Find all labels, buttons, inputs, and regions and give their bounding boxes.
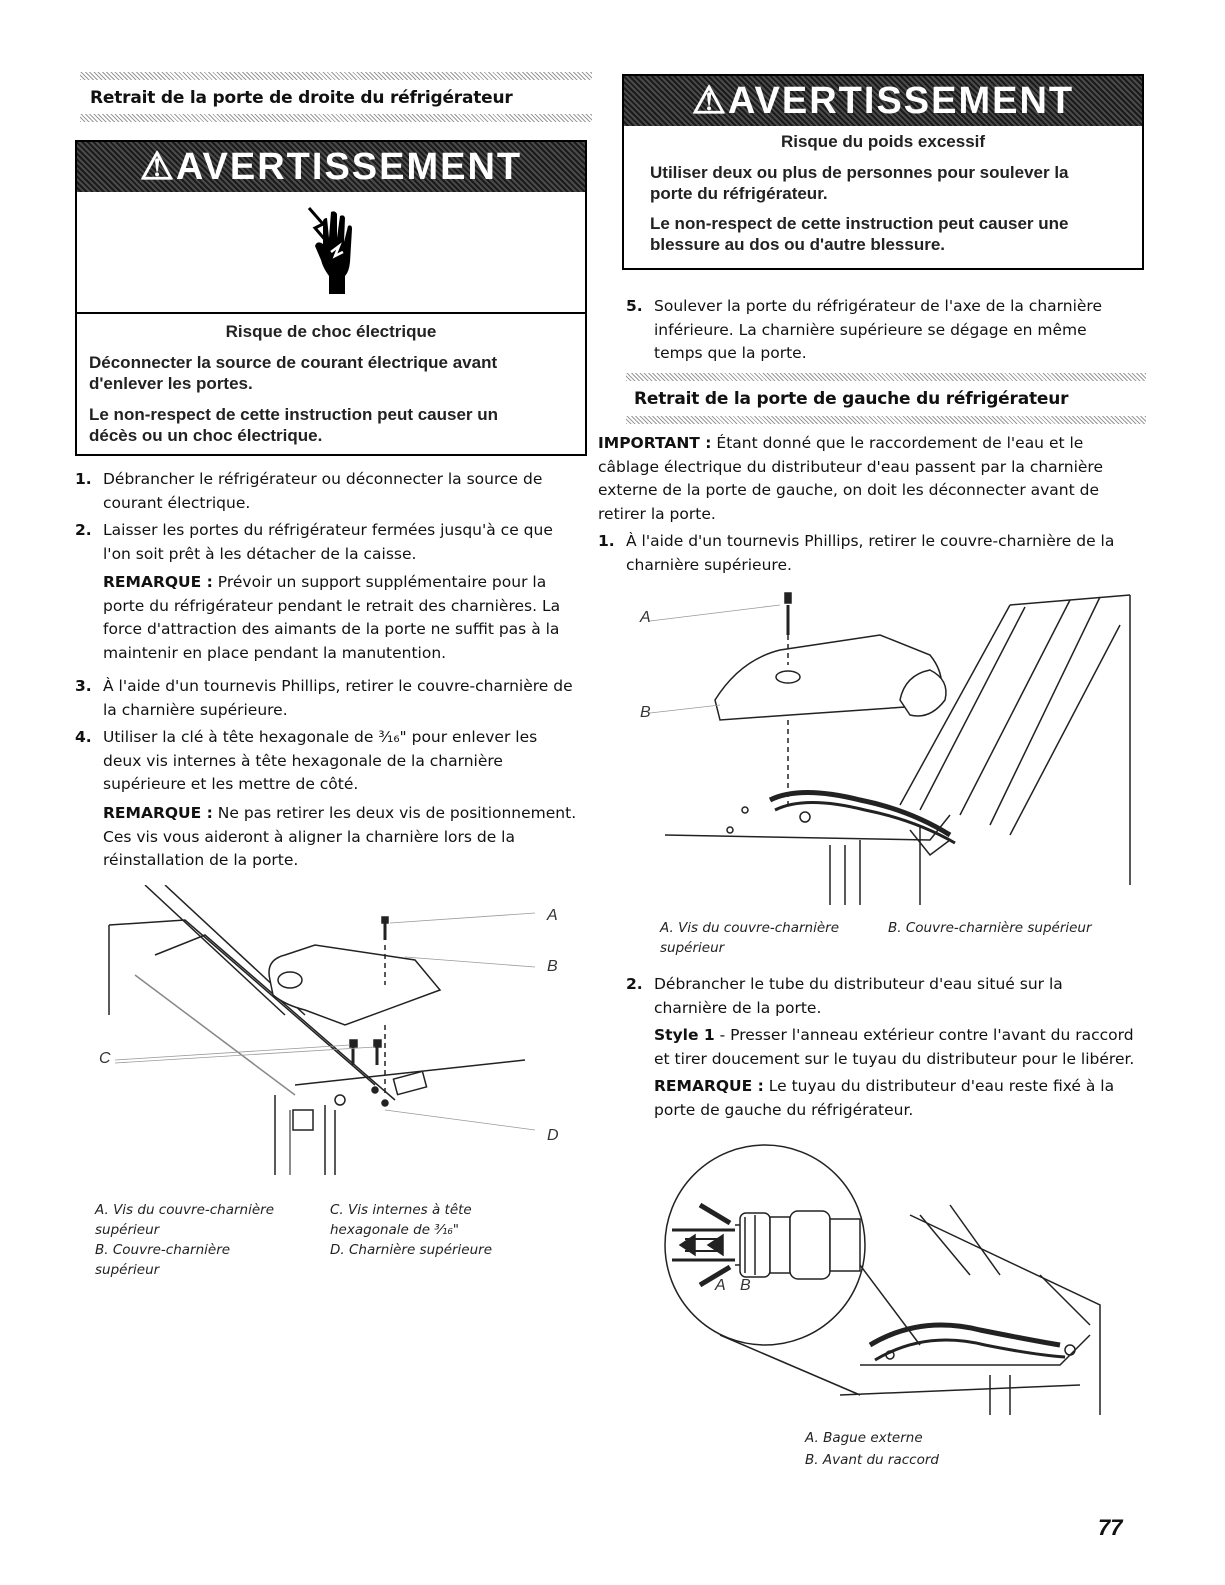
caption-b-left: B. Couvre-charnière supérieur [95,1242,231,1278]
step-1: 1. Débrancher le réfrigérateur ou déconnecter la source de courant électrique. [75,470,543,512]
section-rule-top [80,72,592,80]
section-rule-bottom [80,114,592,122]
step-2-right: 2. Débrancher le tube du distributeur d'eau situé sur la charnière de la porte. Style 1 - Presser l'anneau extérieur contre l'avant du raccord et tirer doucement sur le tuyau du distributeur pour le libérer. REMARQUE : Le tuyau du distributeur d'eau reste fixé à la porte de gauche du réfrigérateur. [626,973,1146,1122]
warning-line-2: Le non-respect de cette instruction peut causer un décès ou un choc électrique. [89,405,499,445]
figure-label-c: C [99,1050,111,1067]
warning-line-1: Déconnecter la source de courant électrique avant d'enlever les portes. [89,353,498,393]
figure-label-d: D [547,1127,559,1144]
fig1-caption-a: A. Vis du couvre-charnière supérieur [660,920,840,956]
fig2-caption-a: A. Bague externe [805,1430,923,1446]
caption-a-left: A. Vis du couvre-charnière supérieur [95,1202,275,1238]
step-5: 5. Soulever la porte du réfrigérateur de l'axe de la charnière inférieure. La charnière supérieure se dégage en même temps que la porte. [626,297,1102,362]
note-1: REMARQUE : Prévoir un support supplémentaire pour la porte du réfrigérateur pendant le retrait des charnières. La force d'attraction des aimants de la porte ne suffit pas à la maintenir en place pendant la manutention. [103,573,561,662]
important-note: IMPORTANT : Étant donné que le raccordement de l'eau et le câblage électrique du distributeur d'eau passent par la charnière externe de la porte de gauche, on doit les déconnecter avant de retirer la porte. [598,434,1103,523]
step-2: 2. Laisser les portes du réfrigérateur fermées jusqu'à ce que l'on soit prêt à les détacher de la caisse. [75,521,553,563]
warning-triangle-icon: ⚠ [139,146,176,188]
warning-line-2: Le non-respect de cette instruction peut causer une blessure au dos ou d'autre blessure. [650,214,1069,254]
step-3: 3. À l'aide d'un tournevis Phillips, retirer le couvre-charnière de la charnière supérieure. [75,677,573,719]
fig1-label-a: A [640,609,651,626]
note-2: REMARQUE : Ne pas retirer les deux vis de positionnement. Ces vis vous aideront à aligner la charnière lors de la réinstallation de la porte. [103,804,577,869]
warning-title: Risque du poids excessif [780,132,986,151]
warning-header-bar [77,142,585,192]
figure-label-b: B [547,958,558,975]
section-rule-top-2 [626,373,1146,381]
warning-header-text: AVERTISSEMENT [727,80,1075,122]
warning-box-weight [622,74,1144,270]
fig1-label-b: B [640,704,651,721]
warning-title: Risque de choc électrique [225,322,437,341]
note-right: REMARQUE : Le tuyau du distributeur d'eau reste fixé à la porte de gauche du réfrigérateur. [654,1077,1115,1119]
warning-header-text: AVERTISSEMENT [175,146,523,188]
electric-shock-hand-icon [305,202,365,302]
hinge-cover-figure [630,585,1140,905]
step-4: 4. Utiliser la clé à tête hexagonale de ³⁄₁₆" pour enlever les deux vis internes à tête hexagonale de la charnière supérieure et les mettre de côté. [75,728,538,793]
warning-header-bar [624,76,1142,126]
style-1-instruction: Style 1 - Presser l'anneau extérieur contre l'avant du raccord et tirer doucement sur le tuyau du distributeur pour le libérer. [654,1026,1135,1068]
fig2-label-a: A [715,1277,726,1294]
fig1-caption-b: B. Couvre-charnière supérieur [888,920,1092,936]
step-1-right: 1. À l'aide d'un tournevis Phillips, retirer le couvre-charnière de la charnière supérieure. [598,532,1115,574]
caption-d-left: D. Charnière supérieure [330,1242,493,1258]
hinge-figure-right-door [95,885,575,1185]
warning-triangle-icon: ⚠ [691,80,728,122]
warning-divider [77,312,585,314]
caption-c-left: C. Vis internes à tête hexagonale de ³⁄₁₆" [330,1202,472,1238]
warning-box-electric [75,140,587,456]
figure-label-a: A [547,907,558,924]
page-number: 77 [1098,1515,1123,1540]
section-title-left-door: Retrait de la porte de gauche du réfrigérateur [634,389,1069,409]
warning-line-1: Utiliser deux ou plus de personnes pour soulever la porte du réfrigérateur. [650,163,1069,203]
steps-list-left [75,468,590,874]
fig2-label-b: B [740,1277,751,1294]
section-title-right-door: Retrait de la porte de droite du réfrigérateur [90,88,513,108]
section-rule-bottom-2 [626,416,1146,424]
water-connector-figure [660,1135,1120,1425]
fig2-caption-b: B. Avant du raccord [805,1452,939,1468]
